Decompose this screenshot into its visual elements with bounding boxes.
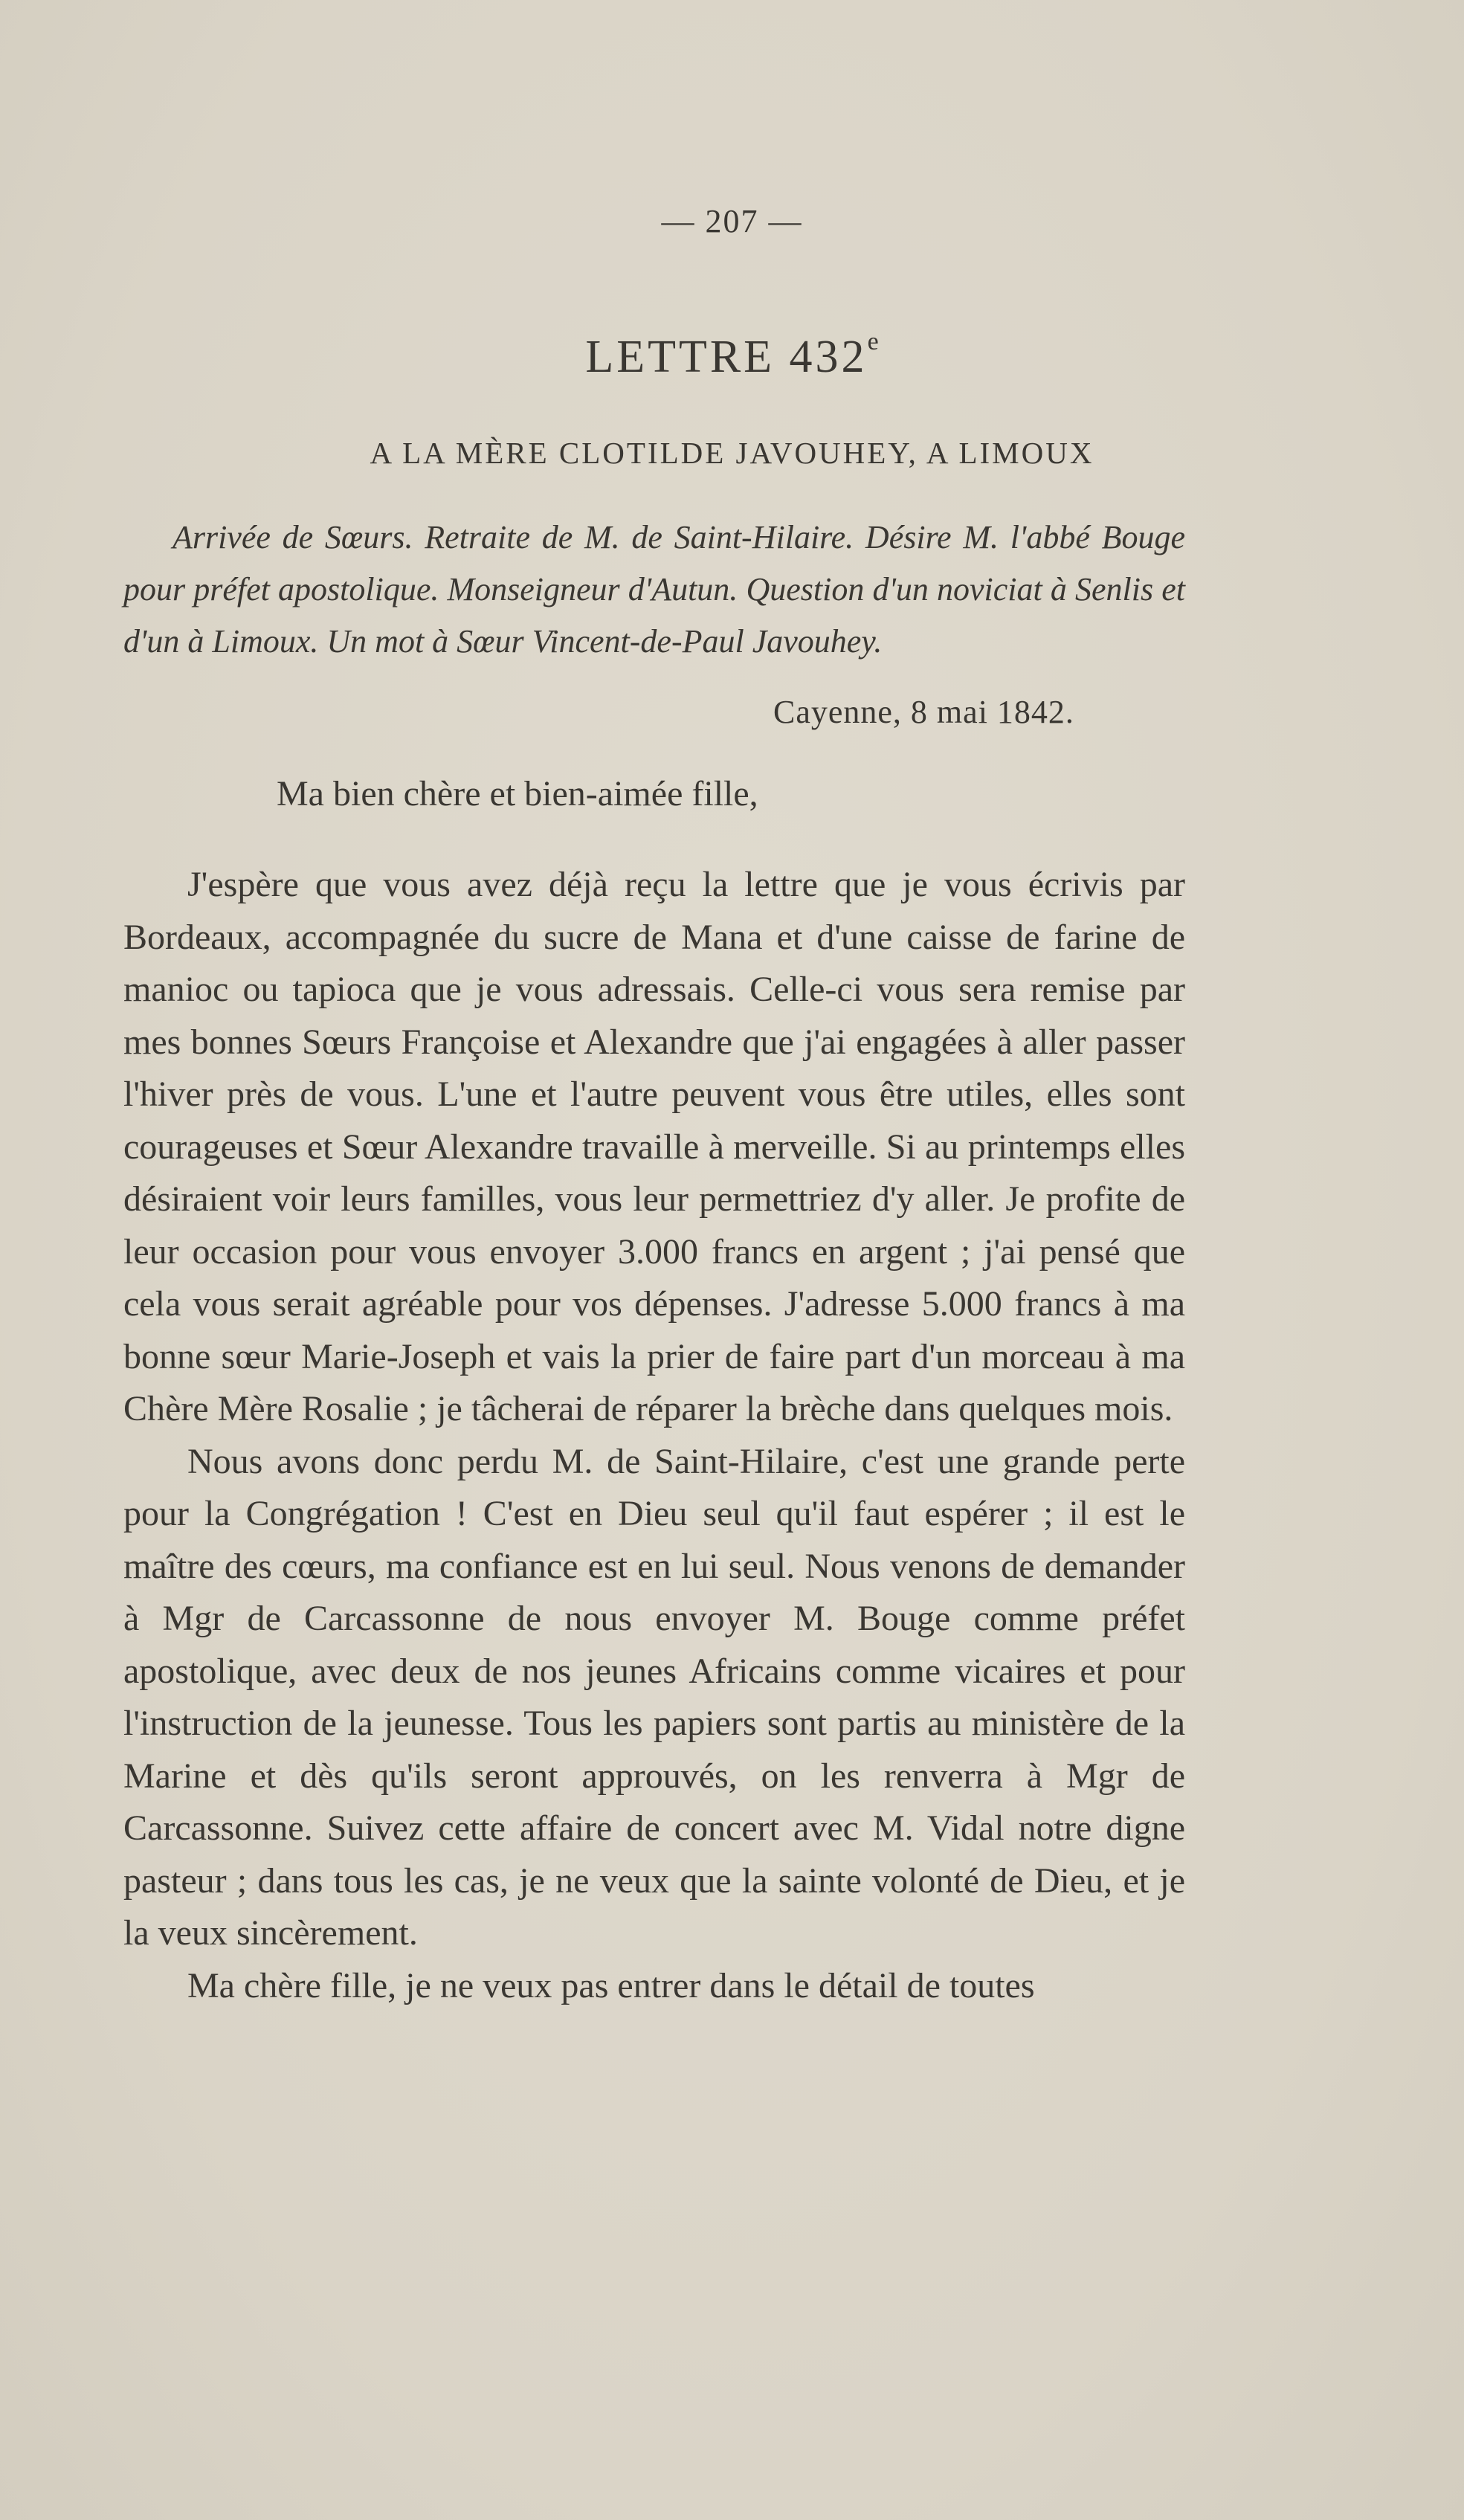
letter-body	[123, 859, 1185, 2012]
letter-summary: Arrivée de Sœurs. Retraite de M. de Saint-Hilaire. Désire M. l'abbé Bouge pour préfet apostolique. Monseigneur d'Autun. Question d'un noviciat à Senlis et d'un à Limoux. Un mot à Sœur Vincent-de-Paul Javouhey.	[123, 519, 1185, 660]
body-paragraph: J'espère que vous avez déjà reçu la lettre que je vous écrivis par Bordeaux, accompagnée du sucre de Mana et d'une caisse de farine de manioc ou tapioca que je vous adressais. Celle-ci vous sera remise par mes bonnes Sœurs Françoise et Alexandre que j'ai engagées à aller passer l'hiver près de vous. L'une et l'autre peuvent vous être utiles, elles sont courageuses et Sœur Alexandre travaille à merveille. Si au printemps elles désiraient voir leurs familles, vous leur permettriez d'y aller. Je profite de leur occasion pour vous envoyer 3.000 francs en argent ; j'ai pensé que cela vous serait agréable pour vos dépenses. J'adresse 5.000 francs à ma bonne sœur Marie-Joseph et vais la prier de faire part d'un morceau à ma Chère Mère Rosalie ; je tâcherai de réparer la brèche dans quelques mois.	[123, 865, 1185, 1428]
letter-title-superscript: e	[867, 328, 879, 355]
letter-title-text: LETTRE 432	[585, 332, 868, 382]
body-paragraph: Ma chère fille, je ne veux pas entrer dans le détail de toutes	[187, 1965, 1035, 2005]
page-number: — 207 —	[661, 203, 803, 239]
letter-dateline: Cayenne, 8 mai 1842.	[773, 694, 1074, 730]
letter-title	[0, 328, 1464, 384]
body-paragraph: Nous avons donc perdu M. de Saint-Hilaire, c'est une grande perte pour la Congrégation ! C'est en Dieu seul qu'il faut espérer ; il est le maître des cœurs, ma confiance est en lui seul. Nous venons de demander à Mgr de Carcassonne de nous envoyer M. Bouge comme préfet apostolique, avec deux de nos jeunes Africains comme vicaires et pour l'instruction de la jeunesse. Tous les papiers sont partis au ministère de la Marine et dès qu'ils seront approuvés, on les renverra à Mgr de Carcassonne. Suivez cette affaire de concert avec M. Vidal notre digne pasteur ; dans tous les cas, je ne veux que la sainte volonté de Dieu, et je la veux sincèrement.	[123, 1441, 1185, 1953]
letter-salutation: Ma bien chère et bien-aimée fille,	[277, 774, 758, 813]
letter-recipient: A LA MÈRE CLOTILDE JAVOUHEY, A LIMOUX	[370, 436, 1094, 470]
